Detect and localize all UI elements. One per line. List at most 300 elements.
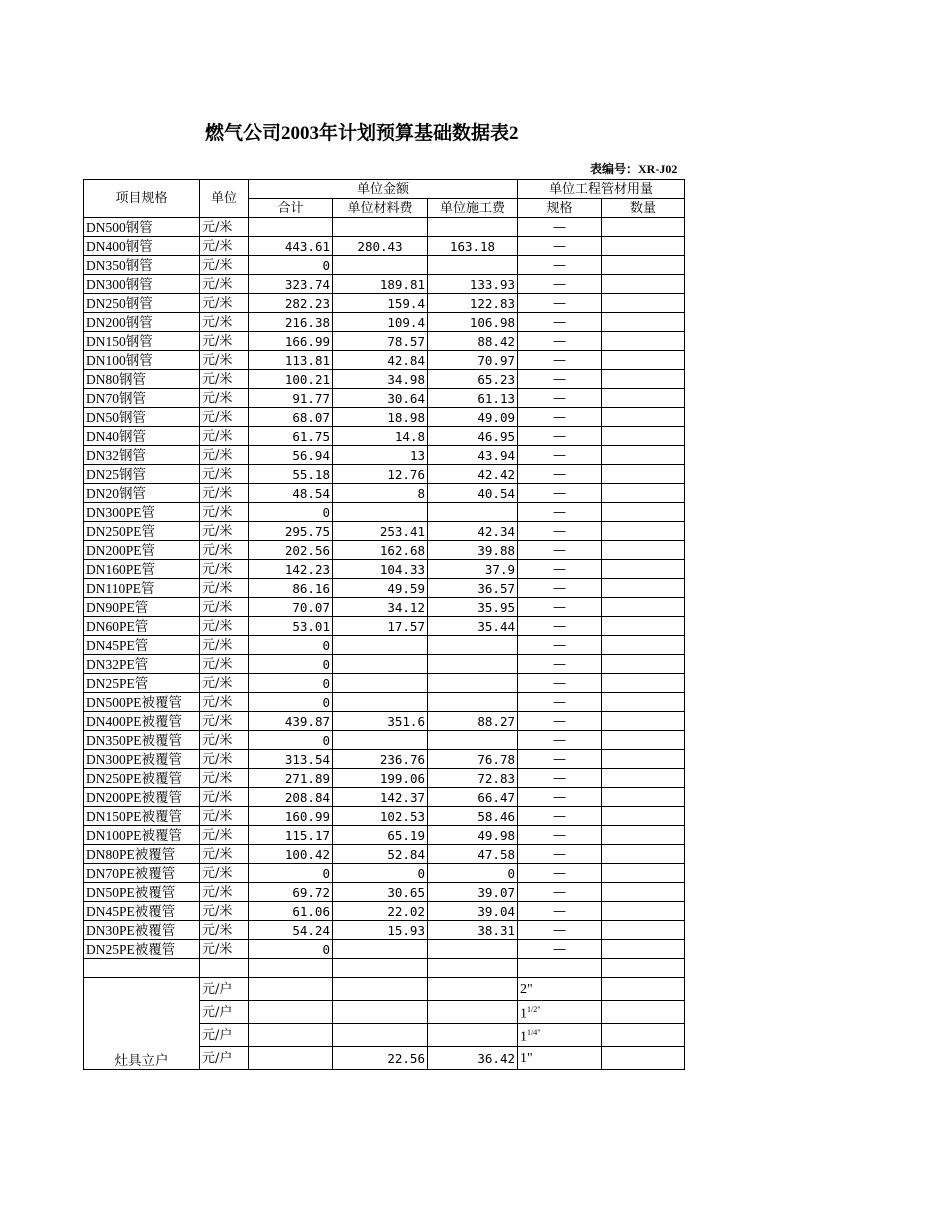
unit-cell: 元/米 bbox=[200, 617, 249, 636]
material-cell bbox=[333, 1001, 428, 1024]
table-row bbox=[84, 712, 685, 731]
unit-cell: 元/米 bbox=[200, 902, 249, 921]
spec-cell: — bbox=[518, 655, 602, 674]
total-cell: 216.38 bbox=[249, 313, 333, 332]
unit-cell: 元/户 bbox=[200, 1001, 249, 1024]
construction-cell: 106.98 bbox=[428, 313, 518, 332]
item-name-cell: DN100钢管 bbox=[84, 351, 200, 370]
total-cell: 113.81 bbox=[249, 351, 333, 370]
spec-cell: — bbox=[518, 769, 602, 788]
construction-cell: 36.57 bbox=[428, 579, 518, 598]
total-cell: 56.94 bbox=[249, 446, 333, 465]
table-row bbox=[84, 788, 685, 807]
total-cell: 202.56 bbox=[249, 541, 333, 560]
spec-base: 1 bbox=[520, 1029, 528, 1045]
empty-cell bbox=[602, 959, 685, 978]
item-name-cell: DN250PE被覆管 bbox=[84, 769, 200, 788]
construction-cell bbox=[428, 218, 518, 237]
spec-cell: — bbox=[518, 693, 602, 712]
spec-cell: — bbox=[518, 484, 602, 503]
item-name-cell: DN90PE管 bbox=[84, 598, 200, 617]
spec-cell: — bbox=[518, 275, 602, 294]
table-row bbox=[84, 579, 685, 598]
header-material: 单位材料费 bbox=[333, 199, 428, 218]
qty-cell bbox=[602, 807, 685, 826]
table-row bbox=[84, 807, 685, 826]
item-name-cell: DN80PE被覆管 bbox=[84, 845, 200, 864]
table-row bbox=[84, 522, 685, 541]
unit-cell: 元/米 bbox=[200, 750, 249, 769]
table-row bbox=[84, 503, 685, 522]
blank-row bbox=[84, 959, 685, 978]
construction-cell bbox=[428, 1024, 518, 1047]
total-cell: 142.23 bbox=[249, 560, 333, 579]
qty-cell bbox=[602, 218, 685, 237]
unit-cell: 元/米 bbox=[200, 408, 249, 427]
qty-cell bbox=[602, 655, 685, 674]
spec-cell: — bbox=[518, 560, 602, 579]
material-cell: 109.4 bbox=[333, 313, 428, 332]
item-name-cell: DN80钢管 bbox=[84, 370, 200, 389]
unit-cell: 元/米 bbox=[200, 940, 249, 959]
header-qty: 数量 bbox=[602, 199, 685, 218]
material-cell bbox=[333, 218, 428, 237]
qty-cell bbox=[602, 351, 685, 370]
qty-cell bbox=[602, 1001, 685, 1024]
header-construction: 单位施工费 bbox=[428, 199, 518, 218]
table-row bbox=[84, 845, 685, 864]
table-row bbox=[84, 902, 685, 921]
spec-cell: — bbox=[518, 902, 602, 921]
material-cell: 65.19 bbox=[333, 826, 428, 845]
material-cell bbox=[333, 731, 428, 750]
spec-cell: — bbox=[518, 294, 602, 313]
qty-cell bbox=[602, 693, 685, 712]
item-name-cell: DN100PE被覆管 bbox=[84, 826, 200, 845]
spec-cell: — bbox=[518, 237, 602, 256]
total-cell: 0 bbox=[249, 256, 333, 275]
material-cell: 8 bbox=[333, 484, 428, 503]
material-cell: 42.84 bbox=[333, 351, 428, 370]
budget-table bbox=[83, 179, 685, 1070]
spec-cell: — bbox=[518, 465, 602, 484]
unit-cell: 元/米 bbox=[200, 237, 249, 256]
qty-cell bbox=[602, 237, 685, 256]
construction-cell: 46.95 bbox=[428, 427, 518, 446]
qty-cell bbox=[602, 541, 685, 560]
qty-cell bbox=[602, 370, 685, 389]
spec-cell: — bbox=[518, 313, 602, 332]
qty-cell bbox=[602, 332, 685, 351]
material-cell bbox=[333, 940, 428, 959]
material-cell: 162.68 bbox=[333, 541, 428, 560]
spec-cell bbox=[518, 1047, 602, 1070]
unit-cell: 元/米 bbox=[200, 484, 249, 503]
item-name-cell: DN150钢管 bbox=[84, 332, 200, 351]
header-total: 合计 bbox=[249, 199, 333, 218]
item-name-cell: DN300PE管 bbox=[84, 503, 200, 522]
table-row bbox=[84, 237, 685, 256]
table-row bbox=[84, 883, 685, 902]
total-cell: 48.54 bbox=[249, 484, 333, 503]
unit-cell: 元/米 bbox=[200, 655, 249, 674]
spec-cell: — bbox=[518, 883, 602, 902]
qty-cell bbox=[602, 940, 685, 959]
qty-cell bbox=[602, 731, 685, 750]
unit-cell: 元/米 bbox=[200, 636, 249, 655]
table-row bbox=[84, 693, 685, 712]
unit-cell: 元/米 bbox=[200, 864, 249, 883]
material-cell: 189.81 bbox=[333, 275, 428, 294]
construction-cell: 37.9 bbox=[428, 560, 518, 579]
material-cell: 12.76 bbox=[333, 465, 428, 484]
material-cell: 159.4 bbox=[333, 294, 428, 313]
qty-cell bbox=[602, 427, 685, 446]
spec-cell: — bbox=[518, 541, 602, 560]
qty-cell bbox=[602, 883, 685, 902]
spec-cell: — bbox=[518, 370, 602, 389]
total-cell: 313.54 bbox=[249, 750, 333, 769]
unit-cell: 元/米 bbox=[200, 427, 249, 446]
qty-cell bbox=[602, 579, 685, 598]
item-name-cell: DN500PE被覆管 bbox=[84, 693, 200, 712]
construction-cell: 39.07 bbox=[428, 883, 518, 902]
qty-cell bbox=[602, 598, 685, 617]
spec-cell: — bbox=[518, 351, 602, 370]
qty-cell bbox=[602, 921, 685, 940]
construction-cell: 163.18 bbox=[428, 237, 518, 256]
construction-cell bbox=[428, 503, 518, 522]
table-row bbox=[84, 256, 685, 275]
qty-cell bbox=[602, 978, 685, 1001]
spec-cell: — bbox=[518, 503, 602, 522]
empty-cell bbox=[333, 959, 428, 978]
spec-cell: — bbox=[518, 446, 602, 465]
empty-cell bbox=[84, 959, 200, 978]
item-name-cell: DN300PE被覆管 bbox=[84, 750, 200, 769]
table-row bbox=[84, 370, 685, 389]
item-name-cell: DN20钢管 bbox=[84, 484, 200, 503]
page-title: 燃气公司2003年计划预算基础数据表2 bbox=[205, 123, 519, 144]
total-cell: 54.24 bbox=[249, 921, 333, 940]
spec-cell: — bbox=[518, 921, 602, 940]
unit-cell: 元/米 bbox=[200, 389, 249, 408]
material-cell: 22.56 bbox=[333, 1047, 428, 1070]
total-cell: 70.07 bbox=[249, 598, 333, 617]
unit-cell: 元/米 bbox=[200, 465, 249, 484]
construction-cell: 39.04 bbox=[428, 902, 518, 921]
total-cell: 100.42 bbox=[249, 845, 333, 864]
construction-cell: 42.34 bbox=[428, 522, 518, 541]
material-cell: 15.93 bbox=[333, 921, 428, 940]
construction-cell: 122.83 bbox=[428, 294, 518, 313]
construction-cell: 66.47 bbox=[428, 788, 518, 807]
item-name-cell: DN30PE被覆管 bbox=[84, 921, 200, 940]
item-name-cell: DN250钢管 bbox=[84, 294, 200, 313]
item-name-cell: DN45PE管 bbox=[84, 636, 200, 655]
spec-cell: — bbox=[518, 864, 602, 883]
material-cell: 34.98 bbox=[333, 370, 428, 389]
table-row bbox=[84, 446, 685, 465]
material-cell: 199.06 bbox=[333, 769, 428, 788]
construction-cell: 42.42 bbox=[428, 465, 518, 484]
construction-cell: 47.58 bbox=[428, 845, 518, 864]
spec-cell bbox=[518, 1001, 602, 1024]
total-cell: 0 bbox=[249, 940, 333, 959]
construction-cell: 49.98 bbox=[428, 826, 518, 845]
table-row bbox=[84, 921, 685, 940]
qty-cell bbox=[602, 408, 685, 427]
table-row bbox=[84, 541, 685, 560]
material-cell: 236.76 bbox=[333, 750, 428, 769]
total-cell: 271.89 bbox=[249, 769, 333, 788]
construction-cell: 133.93 bbox=[428, 275, 518, 294]
total-cell: 295.75 bbox=[249, 522, 333, 541]
spec-cell: — bbox=[518, 750, 602, 769]
construction-cell: 58.46 bbox=[428, 807, 518, 826]
spec-cell: — bbox=[518, 598, 602, 617]
item-name-cell: DN110PE管 bbox=[84, 579, 200, 598]
total-cell: 91.77 bbox=[249, 389, 333, 408]
header-amount-group: 单位金额 bbox=[249, 180, 518, 199]
spec-cell: — bbox=[518, 826, 602, 845]
unit-cell: 元/米 bbox=[200, 351, 249, 370]
total-cell: 0 bbox=[249, 864, 333, 883]
qty-cell bbox=[602, 1024, 685, 1047]
construction-cell: 35.44 bbox=[428, 617, 518, 636]
spec-base: 1" bbox=[520, 1050, 533, 1066]
qty-cell bbox=[602, 389, 685, 408]
table-row bbox=[84, 465, 685, 484]
table-row bbox=[84, 598, 685, 617]
unit-cell: 元/户 bbox=[200, 1024, 249, 1047]
header-item: 项目规格 bbox=[84, 180, 200, 218]
total-cell: 0 bbox=[249, 731, 333, 750]
table-row bbox=[84, 427, 685, 446]
qty-cell bbox=[602, 294, 685, 313]
qty-cell bbox=[602, 484, 685, 503]
material-cell: 0 bbox=[333, 864, 428, 883]
item-name-cell: DN200PE被覆管 bbox=[84, 788, 200, 807]
spec-cell: — bbox=[518, 636, 602, 655]
table-row bbox=[84, 674, 685, 693]
construction-cell: 39.88 bbox=[428, 541, 518, 560]
total-cell: 0 bbox=[249, 655, 333, 674]
material-cell: 351.6 bbox=[333, 712, 428, 731]
table-row bbox=[84, 313, 685, 332]
construction-cell bbox=[428, 1001, 518, 1024]
item-name-cell: DN25PE管 bbox=[84, 674, 200, 693]
unit-cell: 元/米 bbox=[200, 883, 249, 902]
spec-cell: — bbox=[518, 674, 602, 693]
stove-group-label: 灶具立户 bbox=[84, 978, 200, 1070]
item-name-cell: DN40钢管 bbox=[84, 427, 200, 446]
spec-cell: — bbox=[518, 579, 602, 598]
table-row bbox=[84, 275, 685, 294]
unit-cell: 元/米 bbox=[200, 560, 249, 579]
table-row bbox=[84, 826, 685, 845]
unit-cell: 元/米 bbox=[200, 674, 249, 693]
total-cell: 53.01 bbox=[249, 617, 333, 636]
qty-cell bbox=[602, 446, 685, 465]
construction-cell: 61.13 bbox=[428, 389, 518, 408]
qty-cell bbox=[602, 1047, 685, 1070]
empty-cell bbox=[428, 959, 518, 978]
item-name-cell: DN400钢管 bbox=[84, 237, 200, 256]
qty-cell bbox=[602, 560, 685, 579]
table-row bbox=[84, 769, 685, 788]
construction-cell bbox=[428, 655, 518, 674]
spec-cell: — bbox=[518, 617, 602, 636]
item-name-cell: DN25钢管 bbox=[84, 465, 200, 484]
stove-row bbox=[84, 978, 685, 1001]
qty-cell bbox=[602, 712, 685, 731]
spec-fraction: 1/4" bbox=[527, 1028, 541, 1038]
material-cell: 280.43 bbox=[333, 237, 428, 256]
material-cell: 142.37 bbox=[333, 788, 428, 807]
material-cell bbox=[333, 256, 428, 275]
table-row bbox=[84, 389, 685, 408]
material-cell: 17.57 bbox=[333, 617, 428, 636]
spec-cell bbox=[518, 1024, 602, 1047]
spec-cell: — bbox=[518, 218, 602, 237]
material-cell: 18.98 bbox=[333, 408, 428, 427]
spec-cell bbox=[518, 978, 602, 1001]
header-unit: 单位 bbox=[200, 180, 249, 218]
total-cell: 282.23 bbox=[249, 294, 333, 313]
table-row bbox=[84, 484, 685, 503]
unit-cell: 元/米 bbox=[200, 693, 249, 712]
total-cell: 100.21 bbox=[249, 370, 333, 389]
construction-cell: 49.09 bbox=[428, 408, 518, 427]
total-cell: 86.16 bbox=[249, 579, 333, 598]
total-cell bbox=[249, 218, 333, 237]
spec-base: 2" bbox=[520, 981, 533, 997]
material-cell: 34.12 bbox=[333, 598, 428, 617]
construction-cell: 72.83 bbox=[428, 769, 518, 788]
total-cell bbox=[249, 1024, 333, 1047]
unit-cell: 元/米 bbox=[200, 370, 249, 389]
total-cell bbox=[249, 1047, 333, 1070]
unit-cell: 元/米 bbox=[200, 807, 249, 826]
construction-cell: 38.31 bbox=[428, 921, 518, 940]
material-cell: 104.33 bbox=[333, 560, 428, 579]
material-cell: 22.02 bbox=[333, 902, 428, 921]
construction-cell: 43.94 bbox=[428, 446, 518, 465]
qty-cell bbox=[602, 313, 685, 332]
table-row bbox=[84, 636, 685, 655]
material-cell: 30.65 bbox=[333, 883, 428, 902]
item-name-cell: DN32钢管 bbox=[84, 446, 200, 465]
spec-cell: — bbox=[518, 731, 602, 750]
item-name-cell: DN25PE被覆管 bbox=[84, 940, 200, 959]
construction-cell: 40.54 bbox=[428, 484, 518, 503]
qty-cell bbox=[602, 864, 685, 883]
qty-cell bbox=[602, 750, 685, 769]
total-cell: 115.17 bbox=[249, 826, 333, 845]
material-cell bbox=[333, 693, 428, 712]
spec-cell: — bbox=[518, 332, 602, 351]
total-cell: 443.61 bbox=[249, 237, 333, 256]
construction-cell bbox=[428, 731, 518, 750]
material-cell bbox=[333, 503, 428, 522]
item-name-cell: DN70钢管 bbox=[84, 389, 200, 408]
table-row bbox=[84, 940, 685, 959]
material-cell bbox=[333, 674, 428, 693]
unit-cell: 元/米 bbox=[200, 218, 249, 237]
qty-cell bbox=[602, 674, 685, 693]
total-cell: 0 bbox=[249, 503, 333, 522]
qty-cell bbox=[602, 636, 685, 655]
spec-cell: — bbox=[518, 256, 602, 275]
spec-fraction: 1/2" bbox=[527, 1005, 541, 1015]
material-cell: 78.57 bbox=[333, 332, 428, 351]
construction-cell: 88.42 bbox=[428, 332, 518, 351]
qty-cell bbox=[602, 769, 685, 788]
total-cell: 208.84 bbox=[249, 788, 333, 807]
total-cell: 166.99 bbox=[249, 332, 333, 351]
item-name-cell: DN160PE管 bbox=[84, 560, 200, 579]
construction-cell bbox=[428, 636, 518, 655]
spec-cell: — bbox=[518, 427, 602, 446]
unit-cell: 元/户 bbox=[200, 1047, 249, 1070]
spec-cell: — bbox=[518, 807, 602, 826]
total-cell: 61.06 bbox=[249, 902, 333, 921]
header-spec: 规格 bbox=[518, 199, 602, 218]
construction-cell: 88.27 bbox=[428, 712, 518, 731]
total-cell: 55.18 bbox=[249, 465, 333, 484]
unit-cell: 元/米 bbox=[200, 503, 249, 522]
construction-cell bbox=[428, 978, 518, 1001]
item-name-cell: DN50PE被覆管 bbox=[84, 883, 200, 902]
total-cell: 0 bbox=[249, 674, 333, 693]
spec-cell: — bbox=[518, 940, 602, 959]
item-name-cell: DN500钢管 bbox=[84, 218, 200, 237]
unit-cell: 元/米 bbox=[200, 541, 249, 560]
total-cell: 61.75 bbox=[249, 427, 333, 446]
spec-base: 1 bbox=[520, 1006, 528, 1022]
construction-cell bbox=[428, 693, 518, 712]
item-name-cell: DN200PE管 bbox=[84, 541, 200, 560]
total-cell: 69.72 bbox=[249, 883, 333, 902]
spec-cell: — bbox=[518, 845, 602, 864]
unit-cell: 元/米 bbox=[200, 769, 249, 788]
table-row bbox=[84, 408, 685, 427]
total-cell: 68.07 bbox=[249, 408, 333, 427]
table-row bbox=[84, 560, 685, 579]
table-row bbox=[84, 351, 685, 370]
total-cell bbox=[249, 978, 333, 1001]
qty-cell bbox=[602, 522, 685, 541]
table-row bbox=[84, 617, 685, 636]
item-name-cell: DN60PE管 bbox=[84, 617, 200, 636]
spec-cell: — bbox=[518, 788, 602, 807]
material-cell: 14.8 bbox=[333, 427, 428, 446]
unit-cell: 元/米 bbox=[200, 731, 249, 750]
header-usage-group: 单位工程管材用量 bbox=[518, 180, 685, 199]
material-cell: 52.84 bbox=[333, 845, 428, 864]
table-row bbox=[84, 864, 685, 883]
unit-cell: 元/米 bbox=[200, 294, 249, 313]
unit-cell: 元/米 bbox=[200, 256, 249, 275]
unit-cell: 元/米 bbox=[200, 845, 249, 864]
qty-cell bbox=[602, 275, 685, 294]
item-name-cell: DN150PE被覆管 bbox=[84, 807, 200, 826]
unit-cell: 元/户 bbox=[200, 978, 249, 1001]
material-cell bbox=[333, 978, 428, 1001]
table-row bbox=[84, 731, 685, 750]
unit-cell: 元/米 bbox=[200, 788, 249, 807]
